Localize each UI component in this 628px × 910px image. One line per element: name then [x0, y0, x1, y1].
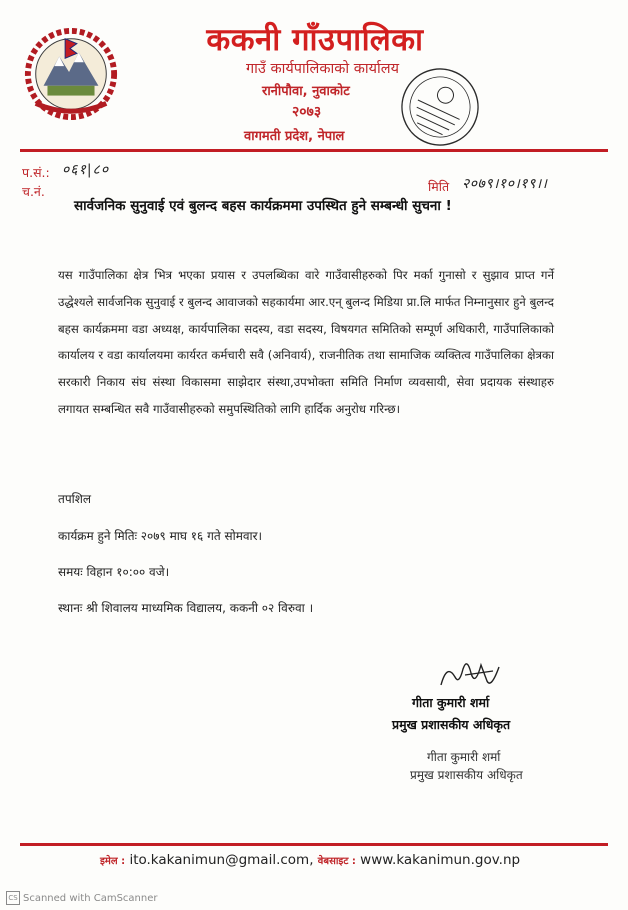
scanner-watermark — [6, 891, 158, 905]
signatory-stamp-name: गीता कुमारी शर्मा — [427, 750, 501, 764]
date-label: मिति — [428, 179, 450, 194]
program-time: समयः विहान १०:०० वजे। — [58, 565, 170, 579]
date-value: २०७९।१०।१९।। — [462, 176, 548, 192]
province-name: वागमती प्रदेश, नेपाल — [244, 129, 345, 144]
nepal-emblem-icon — [22, 24, 120, 124]
signatory-name: गीता कुमारी शर्मा — [412, 695, 490, 710]
signature-icon — [435, 655, 505, 695]
notice-subject: सार्वजनिक सुनुवाई एवं बुलन्द बहस कार्यक्रममा उपस्थित हुने सम्बन्धी सुचना ! — [74, 198, 452, 214]
reference-number-value: ०६१|८० — [62, 162, 110, 178]
established-year: २०७३ — [292, 104, 322, 120]
details-heading: तपशिल — [58, 492, 92, 506]
signatory-stamp-title: प्रमुख प्रशासकीय अधिकृत — [410, 768, 523, 782]
camscanner-logo-icon: CS — [6, 891, 20, 905]
website-link[interactable]: www.kakanimun.gov.np — [360, 852, 521, 868]
office-name: गाउँ कार्यपालिकाको कार्यालय — [245, 61, 400, 77]
footer-contact — [100, 852, 560, 868]
program-date: कार्यक्रम हुने मितिः २०७९ माघ १६ गते सोमवार। — [58, 529, 263, 543]
email-label: इमेल : — [100, 856, 126, 867]
website-label: वेबसाइट : — [317, 856, 356, 867]
header-divider — [20, 149, 608, 152]
scanner-text: Scanned with CamScanner — [23, 893, 158, 904]
org-title: ककनी गाँउपालिका — [206, 22, 424, 58]
notice-body: यस गाउँपालिका क्षेत्र भित्र भएका प्रयास र उपलब्धिका वारे गाउँवासीहरुको पिर मर्का गुनासो र सुझाव प्राप्त गर्ने उद्धेश्यले सार्वजनिक सुनुवाई र बुलन्द आवाजको सहकार्यमा आर.एन् बुलन्द मिडिया प्रा.लि मार्फत निम्नानुसार हुने बुलन्द बहस कार्यक्रममा वडा अध्यक्ष, कार्यपालिका सदस्य, वडा सदस्य, विषयगत समितिको सम्पूर्ण अधिकारी, गाउँपालिकाको कार्यालय र वडा कार्यालयमा कार्यरत कर्मचारी सवै (अनिवार्य), राजनीतिक तथा सामाजिक व्यक्तित्व गाउँपालिका क्षेत्रका सरकारी निकाय संघ संस्था विकासमा साझेदार संस्था,उपभोक्ता समिति निर्माण व्यवसायी, सेवा प्रदायक संस्थाहरु लगायत सम्बन्धित सवै गाउँवासीहरुको समुपस्थितिको लागि हार्दिक अनुरोध गरिन्छ। — [58, 268, 555, 416]
email-link[interactable]: ito.kakanimun@gmail.com, — [129, 852, 314, 868]
office-stamp-icon — [395, 62, 485, 152]
program-venue: स्थानः श्री शिवालय माध्यमिक विद्यालय, ककनी ०२ विरुवा । — [58, 601, 314, 615]
signatory-title: प्रमुख प्रशासकीय अधिकृत — [392, 717, 511, 732]
dispatch-number-label: च.नं. — [22, 184, 45, 199]
footer-divider — [20, 843, 608, 846]
reference-number-label: प.सं.: — [22, 165, 50, 180]
office-address: रानीपौवा, नुवाकोट — [262, 84, 350, 99]
